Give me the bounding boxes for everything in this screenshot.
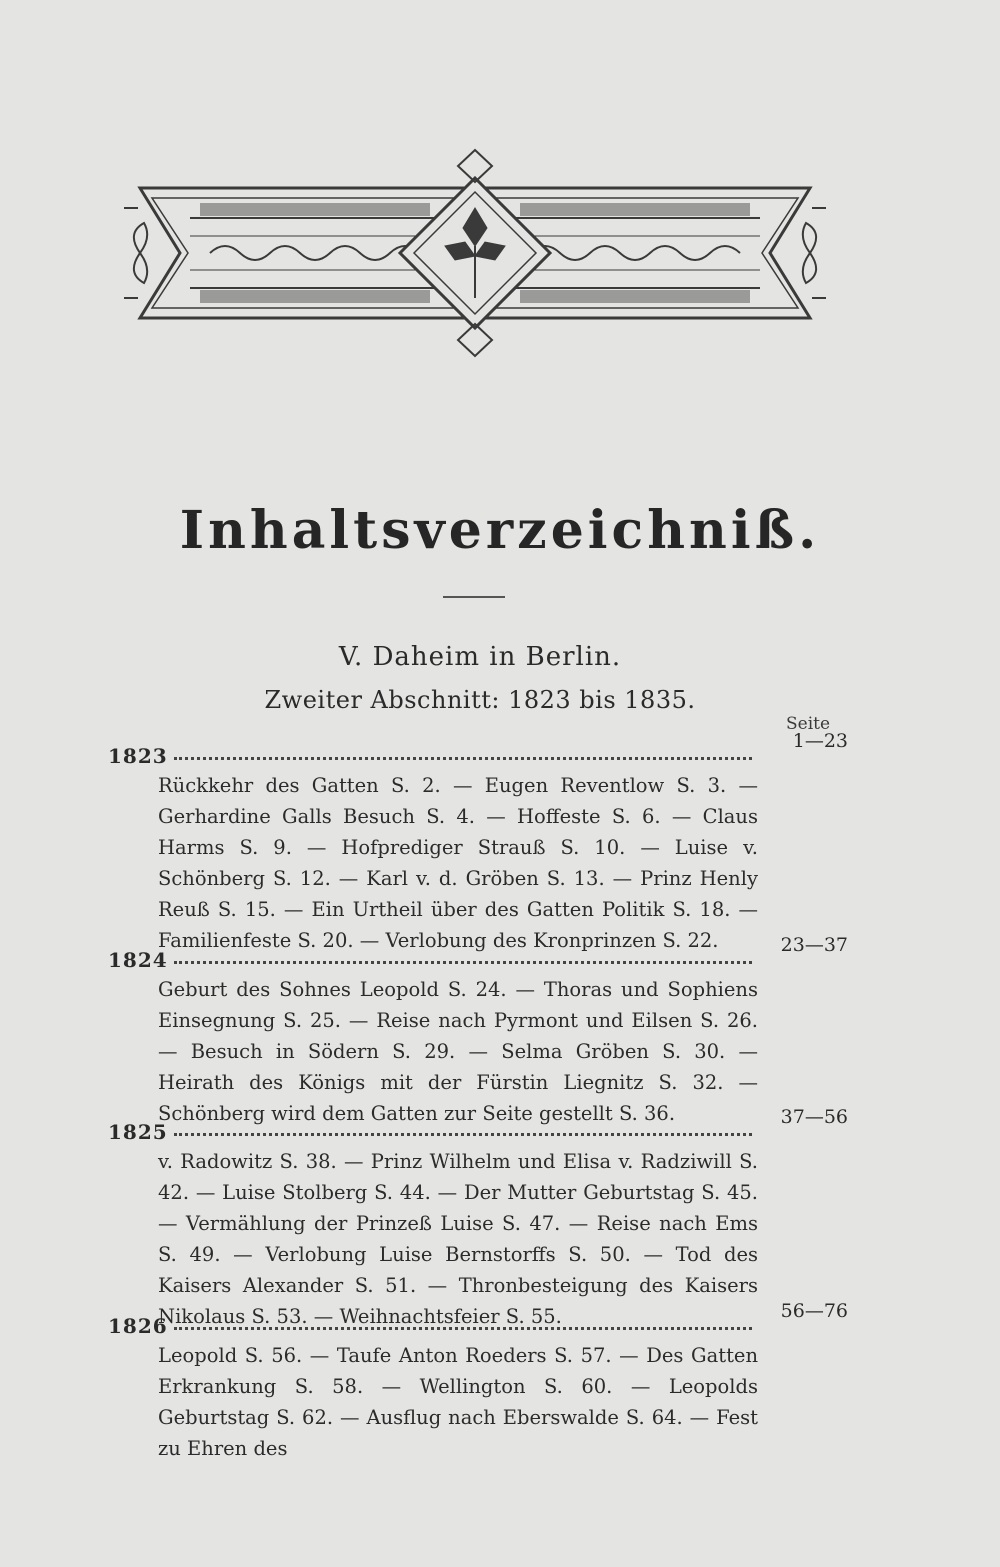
entry-header [108,730,848,770]
page-title: Inhaltsverzeichniß. [179,500,821,561]
title-divider [443,596,505,598]
entry-header [108,1106,848,1146]
dot-leader [174,757,752,760]
part-heading: V. Daheim in Berlin. [338,642,622,672]
toc-entry-1824 [108,934,848,1129]
dot-leader [174,1133,752,1136]
entry-header [108,1300,848,1340]
dot-leader [174,1327,752,1330]
entry-summary: v. Radowitz S. 38. — Prinz Wilhelm und Elisa v. Radziwill S. 42. — Luise Stolberg S. 44. — Der Mutter Geburtstag S. 45. — Vermählung der Prinzeß Luise S. 47. — Reise nach Ems S. 49. — Verlobung Luise Bernstorffs S. 50. — Tod des Kaisers Alexander S. 51. — Thronbesteigung des Kaisers Nikolaus S. 53. — Weihnachtsfeier S. 55. [158,1150,758,1328]
toc-entry-1826 [108,1300,848,1464]
dot-leader [174,961,752,964]
entry-year: 1823 [108,744,168,768]
toc-entry-1825 [108,1106,848,1332]
entry-year: 1825 [108,1120,168,1144]
entry-year: 1824 [108,948,168,972]
entry-pages: 23—37 [780,934,848,956]
entry-summary: Rückkehr des Gatten S. 2. — Eugen Reventlow S. 3. — Gerhardine Galls Besuch S. 4. — Hoffeste S. 6. — Claus Harms S. 9. — Hofprediger Strauß S. 10. — Luise v. Schönberg S. 12. — Karl v. d. Gröben S. 13. — Prinz Henly Reuß S. 15. — Ein Urtheil über des Gatten Politik S. 18. — Familienfeste S. 20. — Verlobung des Kronprinzen S. 22. [158,774,758,952]
entry-summary: Leopold S. 56. — Taufe Anton Roeders S. 57. — Des Gatten Erkrankung S. 58. — Wellington S. 60. — Leopolds Geburtstag S. 62. — Ausflug nach Eberswalde S. 64. — Fest zu Ehren des [158,1344,758,1460]
entry-header [108,934,848,974]
entry-summary: Geburt des Sohnes Leopold S. 24. — Thoras und Sophiens Einsegnung S. 25. — Reise nach Pyrmont und Eilsen S. 26. — Besuch in Södern S. 29. — Selma Gröben S. 30. — Heirath des Königs mit der Fürstin Liegnitz S. 32. — Schönberg wird dem Gatten zur Seite gestellt S. 36. [158,978,758,1125]
section-heading: Zweiter Abschnitt: 1823 bis 1835. [264,686,696,714]
entry-pages: 56—76 [780,1300,848,1322]
entry-pages: 1—23 [792,730,848,752]
page-column-label: Seite [786,714,831,734]
entry-year: 1826 [108,1314,168,1338]
entry-pages: 37—56 [780,1106,848,1128]
decorative-ornament-icon [120,148,830,358]
toc-entry-1823 [108,730,848,956]
